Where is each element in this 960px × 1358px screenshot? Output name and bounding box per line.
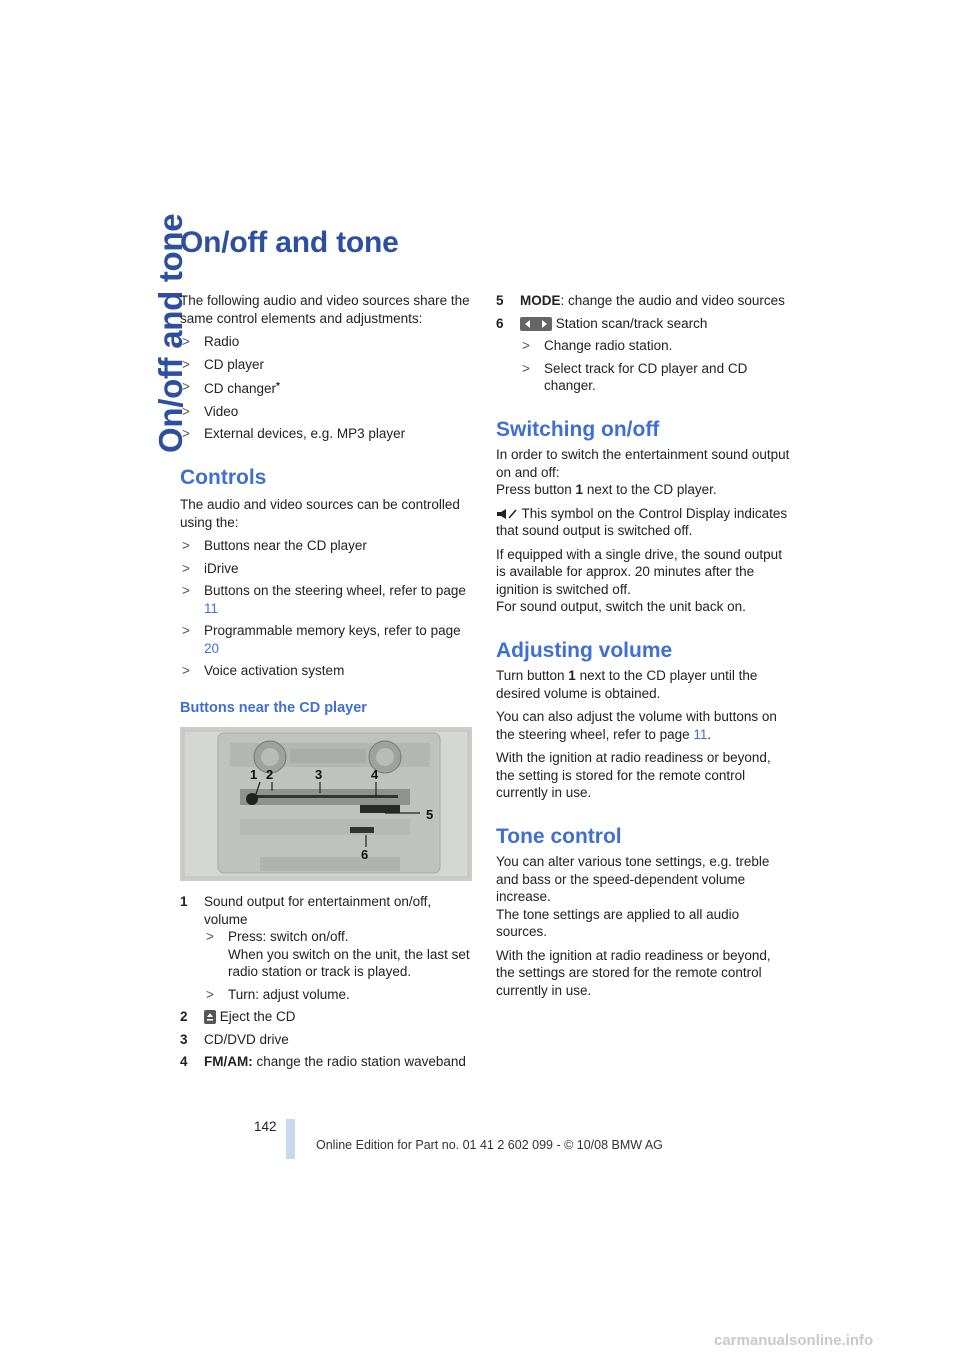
list-item: > Buttons on the steering wheel, refer to page 11 — [180, 582, 472, 617]
list-item: > CD player — [180, 356, 472, 374]
callout-5: 5 — [426, 807, 434, 822]
item-2: 2 Eject the CD — [180, 1009, 296, 1024]
item-6: 6 Station scan/track search > Change radio station. > Select track for CD player and CD changer. — [496, 315, 792, 395]
list-item: > External devices, e.g. MP3 player — [180, 425, 472, 443]
side-tab-label: On/off and tone — [152, 213, 189, 453]
buttons-heading: Buttons near the CD player — [180, 699, 367, 716]
controls-list — [180, 537, 472, 680]
page-link[interactable]: 20 — [204, 640, 220, 656]
callout-6: 6 — [361, 847, 369, 862]
intro-text: The following audio and video sources share the same control elements and adjustments: — [180, 293, 470, 326]
item-1-sublist — [204, 928, 472, 1003]
switching-heading: Switching on/off — [496, 417, 660, 441]
list-item: > Turn: adjust volume. — [204, 986, 472, 1004]
watermark: carmanualsonline.info — [714, 1332, 874, 1349]
callout-4: 4 — [371, 767, 379, 782]
callout-2: 2 — [266, 767, 274, 782]
eject-icon — [204, 1010, 216, 1024]
list-item: > Programmable memory keys, refer to page 20 — [180, 622, 472, 657]
list-item: > iDrive — [180, 560, 472, 578]
list-item: > Radio — [180, 333, 472, 351]
right-column — [496, 292, 792, 1005]
page-link[interactable]: 11 — [204, 600, 219, 616]
volume-p1: Turn button 1 next to the CD player until the desired volume is obtained. — [496, 668, 758, 701]
sources-list — [180, 333, 472, 443]
footer-text: Online Edition for Part no. 01 41 2 602 099 - © 10/08 BMW AG — [316, 1138, 663, 1152]
switching-p2: This symbol on the Control Display indicates that sound output is switched off. — [496, 505, 788, 538]
tone-p1: You can alter various tone settings, e.g. treble and bass or the speed-dependent volume increase. The tone settings are applied to all audio sources. — [496, 854, 770, 939]
callout-3: 3 — [315, 767, 323, 782]
cd-player-photo — [180, 727, 472, 881]
page-link[interactable]: 11 — [693, 726, 708, 742]
item-1: 1 Sound output for entertainment on/off, volume > Press: switch on/off. When you switch on the unit, the last set radio station or track is played. > Turn: adjust volume. — [180, 893, 472, 1003]
item-4: 4 FM/AM: change the radio station waveband — [180, 1054, 466, 1069]
list-item: > Press: switch on/off. When you switch on the unit, the last set radio station or track is played. — [204, 928, 472, 981]
callout-1: 1 — [250, 767, 258, 782]
volume-p3: With the ignition at radio readiness or beyond, the setting is stored for the remote control currently in use. — [496, 750, 771, 800]
tone-p2: With the ignition at radio readiness or beyond, the settings are stored for the remote control currently in use. — [496, 947, 771, 998]
controls-heading: Controls — [180, 465, 267, 489]
item-3: 3 CD/DVD drive — [180, 1031, 289, 1047]
page-title: On/off and tone — [180, 226, 399, 259]
volume-heading: Adjusting volume — [496, 638, 673, 662]
item-6-sublist — [520, 337, 792, 395]
list-item: > Buttons near the CD player — [180, 537, 472, 555]
seek-buttons-icon — [520, 317, 552, 331]
list-item: > Change radio station. — [520, 337, 792, 355]
footer-bar — [286, 1119, 295, 1159]
list-item: > CD changer* — [180, 378, 472, 398]
speaker-muted-icon — [496, 508, 518, 520]
tone-heading: Tone control — [496, 824, 622, 848]
item-5: 5 MODE: change the audio and video sources — [496, 293, 785, 308]
volume-p2: You can also adjust the volume with buttons on the steering wheel, refer to page 11. — [496, 709, 777, 742]
list-item: > Voice activation system — [180, 662, 472, 680]
optional-asterisk: * — [276, 381, 280, 392]
list-item: > Select track for CD player and CD changer. — [520, 360, 792, 395]
left-column — [180, 292, 472, 1076]
list-item: > Video — [180, 403, 472, 421]
page-number: 142 — [254, 1119, 277, 1134]
side-tab — [94, 213, 189, 458]
switching-p3: If equipped with a single drive, the sound output is available for approx. 20 minutes after the ignition is switched off. For sound output, switch the unit back on. — [496, 546, 782, 614]
switching-p1: In order to switch the entertainment sound output on and off: Press button 1 next to the CD player. — [496, 447, 790, 497]
controls-intro: The audio and video sources can be controlled using the: — [180, 497, 460, 530]
